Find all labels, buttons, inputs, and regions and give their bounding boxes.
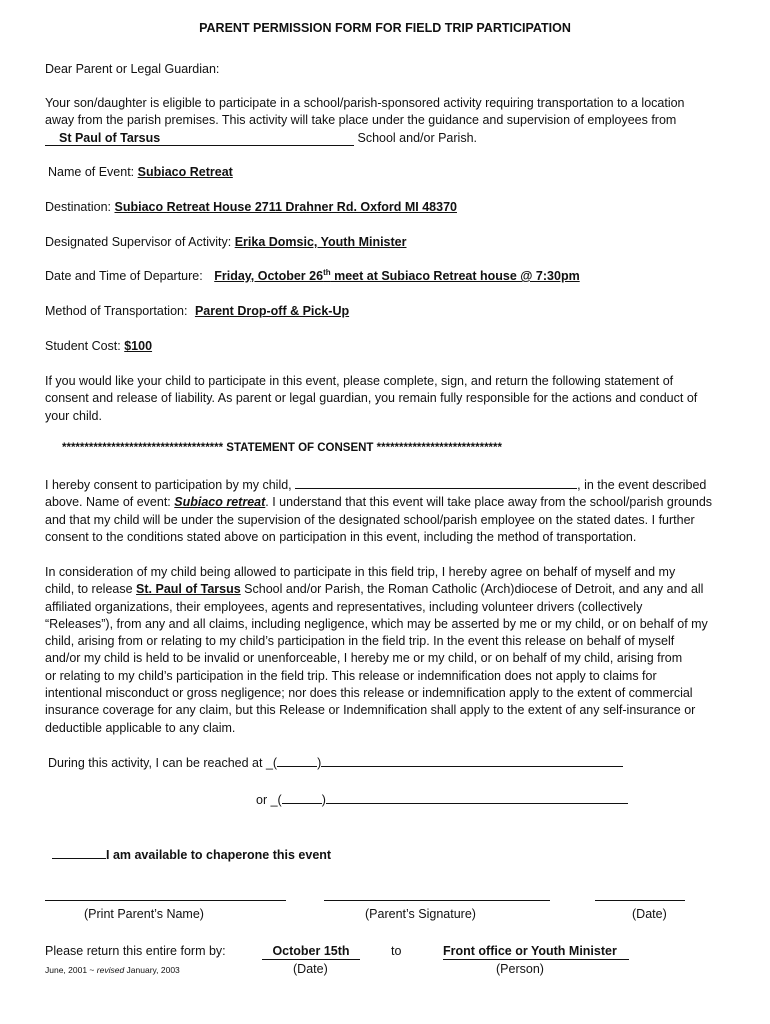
return-person-caption: (Person) [496, 962, 544, 976]
intro-line-3-suffix: School and/or Parish. [357, 130, 477, 145]
or-label: or [256, 793, 268, 807]
consent-line-1 [45, 477, 730, 494]
school-name-field[interactable]: St Paul of Tarsus [45, 131, 354, 146]
contact-row-2 [256, 792, 628, 807]
event-label: Name of Event: [48, 165, 135, 179]
instructions-paragraph [45, 373, 730, 425]
form-title: PARENT PERMISSION FORM FOR FIELD TRIP PARTICIPATION [199, 21, 571, 35]
area-code-field-1[interactable] [277, 755, 317, 767]
intro-line-1: Your son/daughter is eligible to participate in a school/parish-sponsored activity requiring transportation to a location [45, 96, 685, 110]
departure-date: Friday, October 26 [214, 269, 324, 283]
child-name-field[interactable] [295, 477, 577, 489]
consent-line-2 [45, 494, 730, 511]
event-row [48, 165, 233, 179]
transport-value: Parent Drop-off & Pick-Up [194, 304, 350, 318]
signature-line[interactable] [324, 900, 550, 901]
chaperone-label: I am available to chaperone this event [106, 848, 332, 862]
supervisor-row [45, 235, 407, 249]
transport-label: Method of Transportation: [45, 304, 188, 318]
departure-date-suffix: th [323, 267, 331, 277]
return-label: Please return this entire form by: [45, 944, 226, 958]
consent-line-1-suffix: , in the event described [577, 478, 707, 492]
consent-header: ************************************ STATEMENT OF CONSENT **************************** [62, 442, 502, 454]
revision-footer [45, 965, 180, 975]
footer-prefix: June, 2001 ~ [45, 965, 97, 975]
reached-label: During this activity, I can be reached at [48, 756, 263, 770]
phone-number-field-1[interactable] [321, 755, 623, 767]
return-date-value: October 15th [262, 944, 360, 960]
salutation: Dear Parent or Legal Guardian: [45, 62, 220, 76]
release-line-10: deductible applicable to any claim. [45, 720, 236, 735]
footer-suffix: January, 2003 [124, 965, 180, 975]
release-line-9: insurance coverage for any claim, but this Release or Indemnification shall apply to the extent of any self-insurance or [45, 703, 696, 718]
consent-line-2-prefix: above. Name of event: [45, 495, 171, 510]
phone-open-paren: _( [265, 756, 278, 770]
cost-value: $100 [124, 339, 153, 353]
departure-row [45, 269, 580, 283]
release-line-2 [45, 581, 730, 598]
destination-row [45, 200, 457, 214]
transport-row [45, 304, 349, 318]
release-line-6: and/or my child is held to be invalid or unenforceable, I hereby me or my child, or on behalf of my child, arising from [45, 651, 683, 666]
return-person-value: Front office or Youth Minister [443, 944, 629, 960]
consent-paragraph [45, 477, 730, 546]
release-line-2-prefix: child, to release [45, 582, 133, 597]
date-label: (Date) [632, 907, 667, 921]
signature-label: (Parent’s Signature) [365, 907, 476, 921]
intro-paragraph [45, 95, 730, 147]
date-line[interactable] [595, 900, 685, 901]
phone-close-paren: ) [317, 756, 322, 770]
cost-label: Student Cost: [45, 339, 121, 353]
chaperone-checkbox-line[interactable] [52, 847, 106, 859]
print-name-line[interactable] [45, 900, 286, 901]
chaperone-row [52, 847, 331, 862]
intro-line-2: away from the parish premises. This activity will take place under the guidance and supervision of employees from [45, 113, 677, 128]
supervisor-label: Designated Supervisor of Activity: [45, 235, 232, 249]
release-line-4: “Releases”), from any and all claims, including negligence, which may be asserted by me or my child, or on behalf of my [45, 616, 708, 631]
release-line-3: affiliated organizations, their employees, agents and representatives, including volunteer drivers (collectively [45, 599, 643, 614]
phone-close-paren-2: ) [321, 793, 326, 807]
release-line-7: or relating to my child’s participation in the field trip. This release or indemnification does not apply to claims for [45, 668, 657, 683]
print-name-label: (Print Parent’s Name) [84, 907, 204, 921]
destination-value: Subiaco Retreat House 2711 Drahner Rd. Oxford MI 48370 [114, 200, 457, 214]
event-value: Subiaco Retreat [137, 165, 233, 179]
release-school-name: St. Paul of Tarsus [136, 582, 241, 597]
release-line-1: In consideration of my child being allowed to participate in this field trip, I hereby agree on behalf of myself and my [45, 565, 676, 579]
release-line-2-suffix: School and/or Parish, the Roman Catholic (Arch)diocese of Detroit, and any and all [240, 582, 704, 597]
departure-value [214, 269, 579, 283]
departure-label: Date and Time of Departure: [45, 269, 203, 283]
consent-event-name: Subiaco retreat [174, 495, 266, 510]
release-line-5: child, arising from or relating to my child’s participation in the field trip. In the event this release on behalf of myself [45, 634, 675, 649]
contact-row-1 [48, 755, 623, 770]
intro-line-3 [45, 130, 730, 147]
consent-line-4: consent to the conditions stated above on participation in this event, including the method of transportation. [45, 529, 637, 544]
consent-line-2-suffix: . I understand that this event will take place away from the school/parish grounds [265, 495, 713, 510]
instructions-line-1: If you would like your child to participate in this event, please complete, sign, and return the following statement of [45, 374, 674, 388]
cost-row [45, 339, 152, 353]
destination-label: Destination: [45, 200, 112, 214]
phone-number-field-2[interactable] [326, 792, 628, 804]
instructions-line-2: consent and release of liability. As parent or legal guardian, you remain fully responsible for the actions and conduct of [45, 391, 698, 406]
return-to-label: to [391, 944, 402, 958]
release-line-8: intentional misconduct or gross negligence; nor does this release or indemnification apply to the extent of commercial [45, 686, 693, 701]
footer-revised: revised [96, 965, 125, 975]
phone-open-paren-2: _( [270, 793, 282, 807]
departure-time: meet at Subiaco Retreat house @ 7:30pm [330, 269, 580, 283]
area-code-field-2[interactable] [282, 792, 322, 804]
instructions-line-3: your child. [45, 408, 102, 423]
consent-line-3: and that my child will be under the supervision of the designated school/parish employee on the stated dates. I further [45, 512, 695, 527]
consent-line-1-prefix: I hereby consent to participation by my child, [45, 478, 292, 492]
supervisor-value: Erika Domsic, Youth Minister [234, 235, 407, 249]
release-paragraph [45, 564, 730, 737]
return-date-caption: (Date) [293, 962, 328, 976]
